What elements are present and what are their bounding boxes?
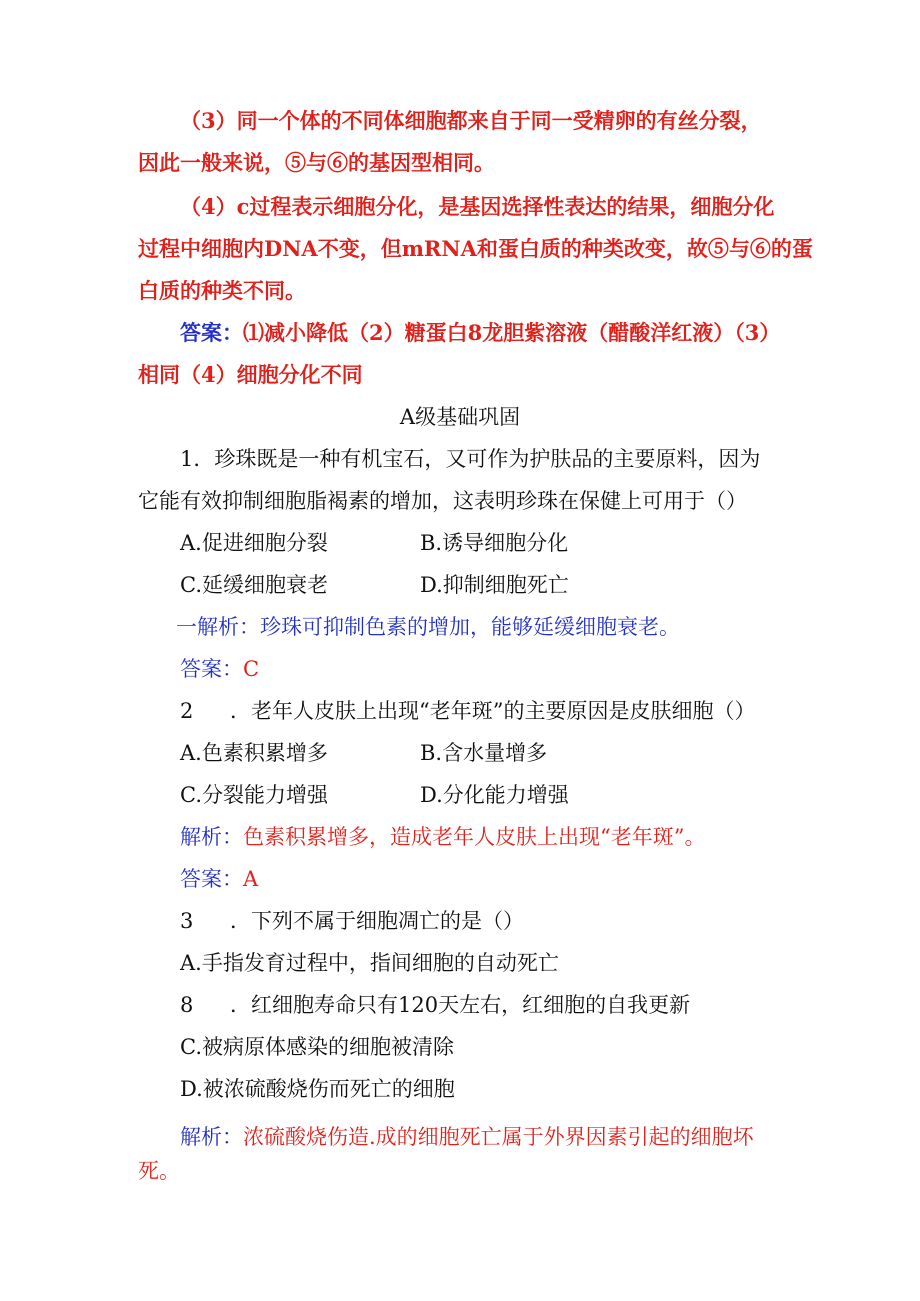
q3-option-c: C.被病原体感染的细胞被清除	[180, 1035, 454, 1059]
q2-option-a: A.色素积累增多	[180, 741, 328, 765]
section-title: A级基础巩固	[399, 405, 521, 429]
answer-label: 答案：	[180, 320, 243, 345]
q1-option-d: D.抑制细胞死亡	[420, 573, 569, 597]
q2-answer-label: 答案：	[180, 867, 243, 891]
q3-analysis-line2: 死。	[138, 1159, 180, 1183]
q3-option-b-text: ．红细胞寿命只有120天左右，红细胞的自我更新	[230, 993, 691, 1017]
q1-option-c: C.延缓细胞衰老	[180, 573, 328, 597]
q1-stem-line2: 它能有效抑制细胞脂褐素的增加，这表明珍珠在保健上可用于（）	[138, 489, 747, 513]
q2-answer	[180, 864, 258, 894]
q1-analysis-text: 珍珠可抑制色素的增加，能够延缓细胞衰老。	[260, 615, 680, 639]
q3-stem-text: ．下列不属于细胞凋亡的是（）	[230, 909, 524, 933]
q1-stem-line1: 1．珍珠既是一种有机宝石，又可作为护肤品的主要原料，因为	[180, 447, 761, 471]
q1-answer-value: C	[243, 657, 260, 681]
prev-answer-line1	[180, 318, 780, 348]
q3-option-d: D.被浓硫酸烧伤而死亡的细胞	[180, 1077, 455, 1101]
q2-analysis	[180, 822, 705, 852]
q3-option-b	[180, 990, 690, 1020]
q1-answer-label: 答案：	[180, 657, 243, 681]
q2-stem-text: ．老年人皮肤上出现“老年斑”的主要原因是皮肤细胞（）	[230, 699, 756, 723]
prev-answer-line2: 相同（4）细胞分化不同	[138, 362, 363, 387]
q1-analysis	[176, 612, 680, 642]
q3-option-b-number: 8	[180, 993, 194, 1017]
q2-analysis-label: 解析：	[180, 825, 243, 849]
q3-stem	[180, 906, 524, 936]
q1-answer	[180, 654, 259, 684]
q2-analysis-text: 色素积累增多，造成老年人皮肤上出现“老年斑”。	[243, 825, 706, 849]
prev-answer-part4-line3: 白质的种类不同。	[138, 278, 306, 303]
q2-stem	[180, 696, 755, 726]
q3-option-a: A.手指发育过程中，指间细胞的自动死亡	[180, 951, 559, 975]
q1-analysis-label: 一解析：	[176, 615, 260, 639]
q1-option-a: A.促进细胞分裂	[180, 531, 328, 555]
q2-number: 2	[180, 699, 194, 723]
prev-answer-part3-line1: （3）同一个体的不同体细胞都来自于同一受精卵的有丝分裂，	[180, 108, 762, 133]
q2-option-c: C.分裂能力增强	[180, 783, 328, 807]
q3-analysis-text: 浓硫酸烧伤造.成的细胞死亡属于外界因素引起的细胞坏	[243, 1125, 754, 1149]
q1-option-b: B.诱导细胞分化	[420, 531, 569, 555]
answer-text: ⑴减小降低（2）糖蛋白8龙胆紫溶液（醋酸洋红液）（3）	[243, 320, 781, 345]
prev-answer-part3-line2: 因此一般来说，⑤与⑥的基因型相同。	[138, 150, 495, 175]
q3-analysis-label: 解析：	[180, 1125, 243, 1149]
q2-option-b: B.含水量增多	[420, 741, 548, 765]
q2-option-d: D.分化能力增强	[420, 783, 569, 807]
q3-analysis-line1	[180, 1122, 754, 1152]
q2-answer-value: A	[243, 867, 259, 891]
q3-number: 3	[180, 909, 194, 933]
prev-answer-part4-line1: （4）c过程表示细胞分化，是基因选择性表达的结果，细胞分化	[180, 194, 775, 219]
prev-answer-part4-line2: 过程中细胞内DNA不变，但mRNA和蛋白质的种类改变，故⑤与⑥的蛋	[138, 236, 813, 261]
